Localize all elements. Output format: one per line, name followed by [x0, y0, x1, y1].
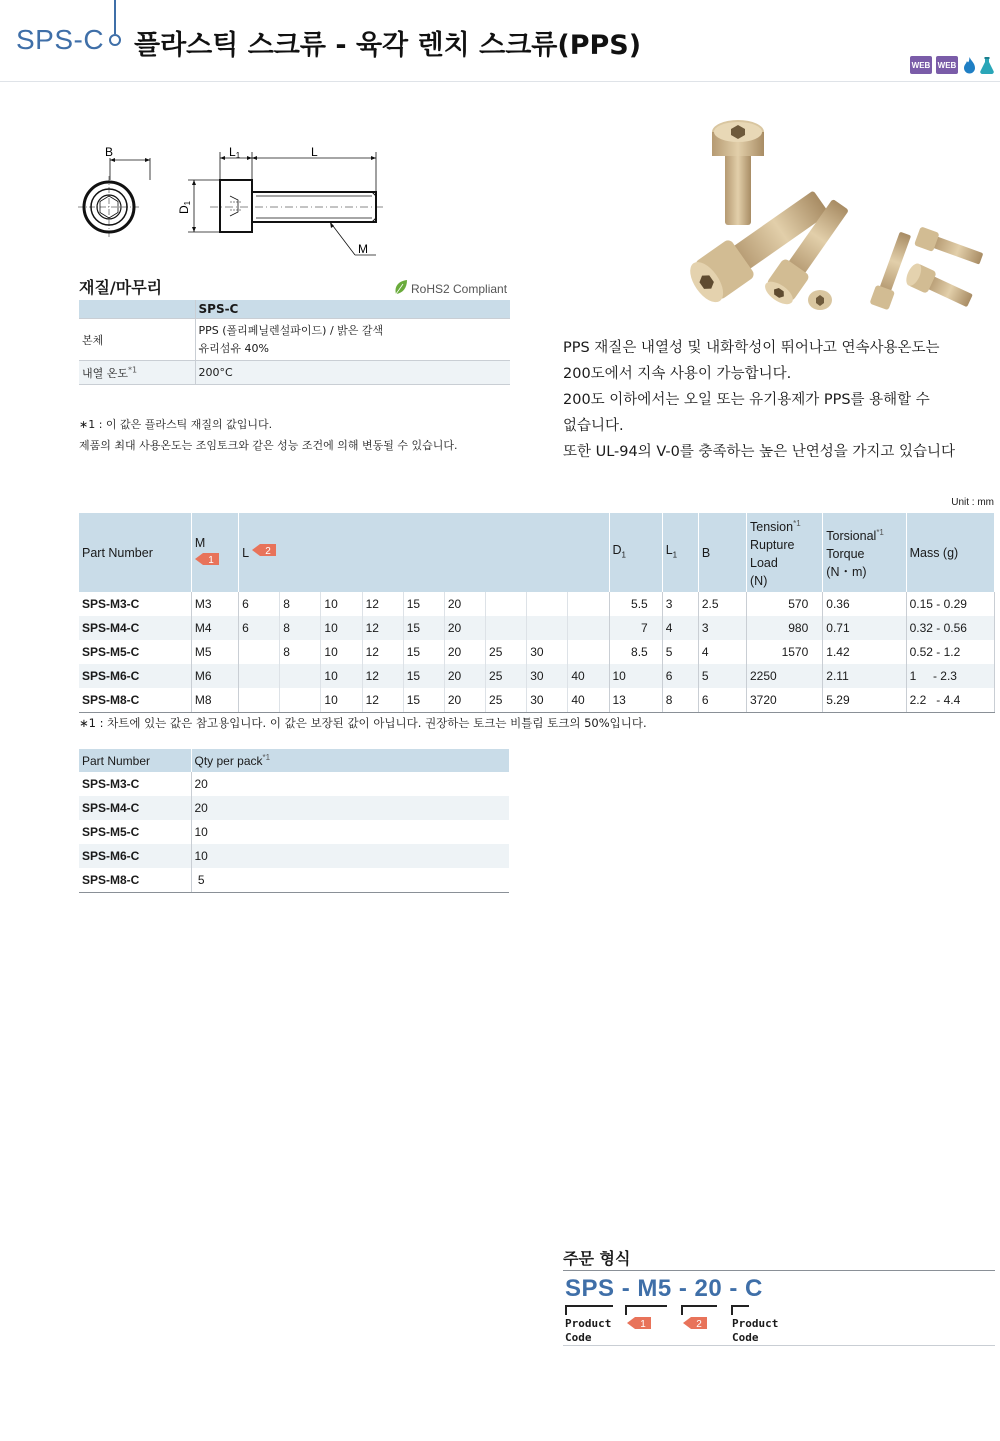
- dim-l1-label: L1: [229, 145, 241, 160]
- dim-l-label: L: [311, 145, 318, 159]
- spec-note: ∗1 : 차트에 있는 값은 참고용입니다. 이 값은 보장된 값이 아닙니다. 권장하는 토크는 비틀림 토크의 50%입니다.: [79, 716, 647, 730]
- l-cell: 10: [321, 616, 362, 640]
- qty-cell: 20: [191, 796, 509, 820]
- order-underline-1: [565, 1305, 613, 1307]
- flame-icon: [962, 56, 976, 74]
- col-part-number: Part Number: [79, 513, 191, 592]
- l-cell: [280, 688, 321, 712]
- product-description: [563, 335, 993, 465]
- col-torque: Torsional$^{*1}$ Torque (N・m): [823, 513, 906, 592]
- l-cell: 6: [239, 592, 280, 616]
- qty-cell: 10: [191, 844, 509, 868]
- order-underline-3: [681, 1305, 717, 1307]
- l-cell: 20: [444, 616, 485, 640]
- mass-cell: 0.15 - 0.29: [906, 592, 994, 616]
- l-cell: 30: [527, 640, 568, 664]
- d1-cell: 7: [609, 616, 662, 640]
- unit-label: Unit : mm: [951, 497, 994, 508]
- torque-cell: 2.11: [823, 664, 906, 688]
- l-cell: [239, 664, 280, 688]
- page-header: [0, 0, 1000, 82]
- order-code: SPS - M5 - 20 - C: [565, 1275, 763, 1302]
- material-header-empty: [79, 300, 195, 319]
- l-cell: 20: [444, 640, 485, 664]
- dim-m-label: M: [358, 242, 368, 256]
- material-note: [79, 414, 458, 456]
- mass-cell: 2.2 - 4.4: [906, 688, 994, 712]
- l-cell: 12: [362, 640, 403, 664]
- description-line: 200도 이하에서는 오일 또는 유기용제가 PPS를 용해할 수: [563, 392, 930, 408]
- table-row: [79, 688, 995, 712]
- l-cell: 10: [321, 688, 362, 712]
- l-cell: 25: [486, 640, 527, 664]
- part-number-cell: SPS-M8-C: [79, 868, 191, 892]
- table-row: [79, 640, 995, 664]
- page-title: 플라스틱 스크류 - 육각 렌치 스크류(PPS): [134, 30, 642, 61]
- l-cell: 10: [321, 640, 362, 664]
- order-tick-2: [625, 1305, 627, 1315]
- l-cell: 12: [362, 592, 403, 616]
- l-cell: 25: [486, 664, 527, 688]
- tension-cell: 2250: [747, 664, 823, 688]
- l-cell: 20: [444, 592, 485, 616]
- m-cell: M4: [191, 616, 238, 640]
- material-title: 재질/마무리: [79, 278, 163, 297]
- product-photo: [645, 110, 995, 325]
- part-number-cell: SPS-M6-C: [79, 664, 191, 688]
- l-cell: [527, 616, 568, 640]
- tension-cell: 570: [747, 592, 823, 616]
- table-row: [79, 664, 995, 688]
- table-row: [79, 772, 509, 796]
- qty-cell: 20: [194, 777, 208, 791]
- tension-cell: 1570: [747, 640, 823, 664]
- part-number-cell: SPS-M3-C: [79, 592, 191, 616]
- qty-cell: 5: [191, 868, 509, 892]
- mass-cell: 0.52 - 1.2: [906, 640, 994, 664]
- svg-text:2: 2: [696, 1319, 702, 1330]
- marker-2-icon: [252, 543, 276, 557]
- l-cell: [568, 640, 609, 664]
- order-tick-1: [565, 1305, 567, 1315]
- l1-cell: 6: [662, 664, 698, 688]
- b-cell: 4: [698, 640, 746, 664]
- torque-cell: 5.29: [823, 688, 906, 712]
- l-cell: 30: [527, 688, 568, 712]
- col-m: M 1: [191, 513, 238, 592]
- header-dot: [109, 34, 121, 46]
- web-badge-2[interactable]: WEB: [936, 56, 958, 74]
- web-badge-1[interactable]: WEB: [910, 56, 932, 74]
- l-cell: 8: [280, 616, 321, 640]
- technical-drawing: [70, 140, 390, 265]
- l-cell: 15: [403, 616, 444, 640]
- l1-cell: 4: [662, 616, 698, 640]
- l-cell: [568, 616, 609, 640]
- order-title: 주문 형식: [563, 1249, 631, 1268]
- order-marker-1-icon: [627, 1316, 651, 1330]
- part-number-cell: SPS-M6-C: [79, 844, 191, 868]
- order-underline-4: [731, 1305, 749, 1307]
- material-value-body-line1: PPS (폴리페닐렌설파이드) / 밝은 갈색: [198, 323, 384, 337]
- l-cell: [280, 664, 321, 688]
- col-mass: Mass (g): [906, 513, 994, 592]
- l-cell: 15: [403, 592, 444, 616]
- l-cell: 10: [321, 592, 362, 616]
- qty-table: [79, 749, 509, 893]
- qty-col-part: Part Number: [79, 749, 191, 772]
- l1-cell: 5: [662, 640, 698, 664]
- col-l: L 2: [239, 513, 609, 592]
- mass-cell: 1 - 2.3: [906, 664, 994, 688]
- part-number-cell: SPS-M5-C: [79, 820, 191, 844]
- material-col-header: SPS-C: [195, 300, 510, 319]
- qty-col-qty: Qty per pack$^{*1}$: [191, 749, 509, 772]
- rohs-text: RoHS2 Compliant: [411, 281, 508, 296]
- col-tension: Tension$^{*1}$ Rupture Load (N): [747, 513, 823, 592]
- d1-cell: 5.5: [609, 592, 662, 616]
- spec-table: [79, 513, 995, 713]
- order-tick-4: [731, 1305, 733, 1315]
- dim-b-label: B: [105, 145, 114, 159]
- order-tick-3: [681, 1305, 683, 1315]
- l-cell: [239, 640, 280, 664]
- material-value-temp: 200°C: [195, 361, 510, 385]
- dim-d1-label: D1: [177, 200, 192, 214]
- marker-1-icon: [195, 552, 219, 566]
- l-cell: 8: [280, 640, 321, 664]
- l-cell: 15: [403, 640, 444, 664]
- l-cell: [486, 616, 527, 640]
- l-cell: 20: [444, 664, 485, 688]
- m-cell: M6: [191, 664, 238, 688]
- order-format: [563, 1270, 995, 1346]
- material-label-temp: 내열 온도$^{*1}$: [79, 361, 195, 385]
- torque-cell: 0.71: [823, 616, 906, 640]
- flask-icon: [980, 56, 994, 74]
- d1-cell: 10: [609, 664, 662, 688]
- col-d1: $D_1$: [609, 513, 662, 592]
- description-line: 또한 UL-94의 V-0를 충족하는 높은 난연성을 가지고 있습니다: [563, 444, 956, 460]
- l-cell: 40: [568, 688, 609, 712]
- table-row: [79, 592, 995, 616]
- material-note-line2: 제품의 최대 사용온도는 조임토크와 같은 성능 조건에 의해 변동될 수 있습니다.: [79, 439, 458, 452]
- l-cell: [568, 592, 609, 616]
- l-cell: 12: [362, 688, 403, 712]
- material-note-line1: ∗1 : 이 값은 플라스틱 재질의 값입니다.: [79, 418, 273, 431]
- product-code: SPS-C: [16, 24, 105, 55]
- table-row: [79, 820, 509, 844]
- rohs-badge: [394, 279, 507, 298]
- tension-cell: 980: [747, 616, 823, 640]
- part-number-cell: SPS-M3-C: [79, 772, 191, 796]
- tension-cell: 3720: [747, 688, 823, 712]
- part-number-cell: SPS-M4-C: [79, 796, 191, 820]
- col-b: B: [698, 513, 746, 592]
- description-line: 200도에서 지속 사용이 가능합니다.: [563, 366, 792, 382]
- torque-cell: 0.36: [823, 592, 906, 616]
- mass-cell: 0.32 - 0.56: [906, 616, 994, 640]
- table-row: [79, 796, 509, 820]
- d1-cell: 13: [609, 688, 662, 712]
- leaf-icon: [394, 279, 408, 298]
- l-cell: 30: [527, 664, 568, 688]
- m-cell: M3: [191, 592, 238, 616]
- l-cell: 10: [321, 664, 362, 688]
- material-label-body: 본체: [79, 319, 195, 361]
- l-cell: 40: [568, 664, 609, 688]
- material-table: [79, 300, 510, 385]
- order-marker-2-icon: [683, 1316, 707, 1330]
- d1-cell: 8.5: [609, 640, 662, 664]
- b-cell: 2.5: [698, 592, 746, 616]
- svg-text:2: 2: [265, 546, 271, 558]
- l-cell: 25: [486, 688, 527, 712]
- part-number-cell: SPS-M8-C: [79, 688, 191, 712]
- l-cell: 20: [444, 688, 485, 712]
- description-line: 없습니다.: [563, 418, 624, 434]
- header-icons: [910, 56, 994, 74]
- l-cell: 6: [239, 616, 280, 640]
- l-cell: [527, 592, 568, 616]
- header-divider: [114, 0, 116, 34]
- b-cell: 3: [698, 616, 746, 640]
- svg-text:1: 1: [640, 1319, 646, 1330]
- l1-cell: 8: [662, 688, 698, 712]
- table-row: [79, 616, 995, 640]
- col-l1: $L_1$: [662, 513, 698, 592]
- l-cell: 8: [280, 592, 321, 616]
- table-row: [79, 844, 509, 868]
- torque-cell: 1.42: [823, 640, 906, 664]
- svg-text:1: 1: [208, 555, 214, 567]
- material-value-body-line2: 유리섬유 40%: [198, 341, 269, 355]
- l-cell: [239, 688, 280, 712]
- order-underline-2: [625, 1305, 667, 1307]
- l1-cell: 3: [662, 592, 698, 616]
- l-cell: 15: [403, 664, 444, 688]
- l-cell: 15: [403, 688, 444, 712]
- order-caption-right: Product Code: [732, 1317, 779, 1344]
- l-cell: 12: [362, 664, 403, 688]
- m-cell: M5: [191, 640, 238, 664]
- qty-cell: 10: [194, 825, 208, 839]
- l-cell: [486, 592, 527, 616]
- table-row: [79, 868, 509, 892]
- description-line: PPS 재질은 내열성 및 내화학성이 뛰어나고 연속사용온도는: [563, 340, 940, 356]
- b-cell: 5: [698, 664, 746, 688]
- b-cell: 6: [698, 688, 746, 712]
- l-cell: 12: [362, 616, 403, 640]
- part-number-cell: SPS-M5-C: [79, 640, 191, 664]
- m-cell: M8: [191, 688, 238, 712]
- order-caption-left: Product Code: [565, 1317, 612, 1344]
- material-value-body: [195, 319, 510, 361]
- part-number-cell: SPS-M4-C: [79, 616, 191, 640]
